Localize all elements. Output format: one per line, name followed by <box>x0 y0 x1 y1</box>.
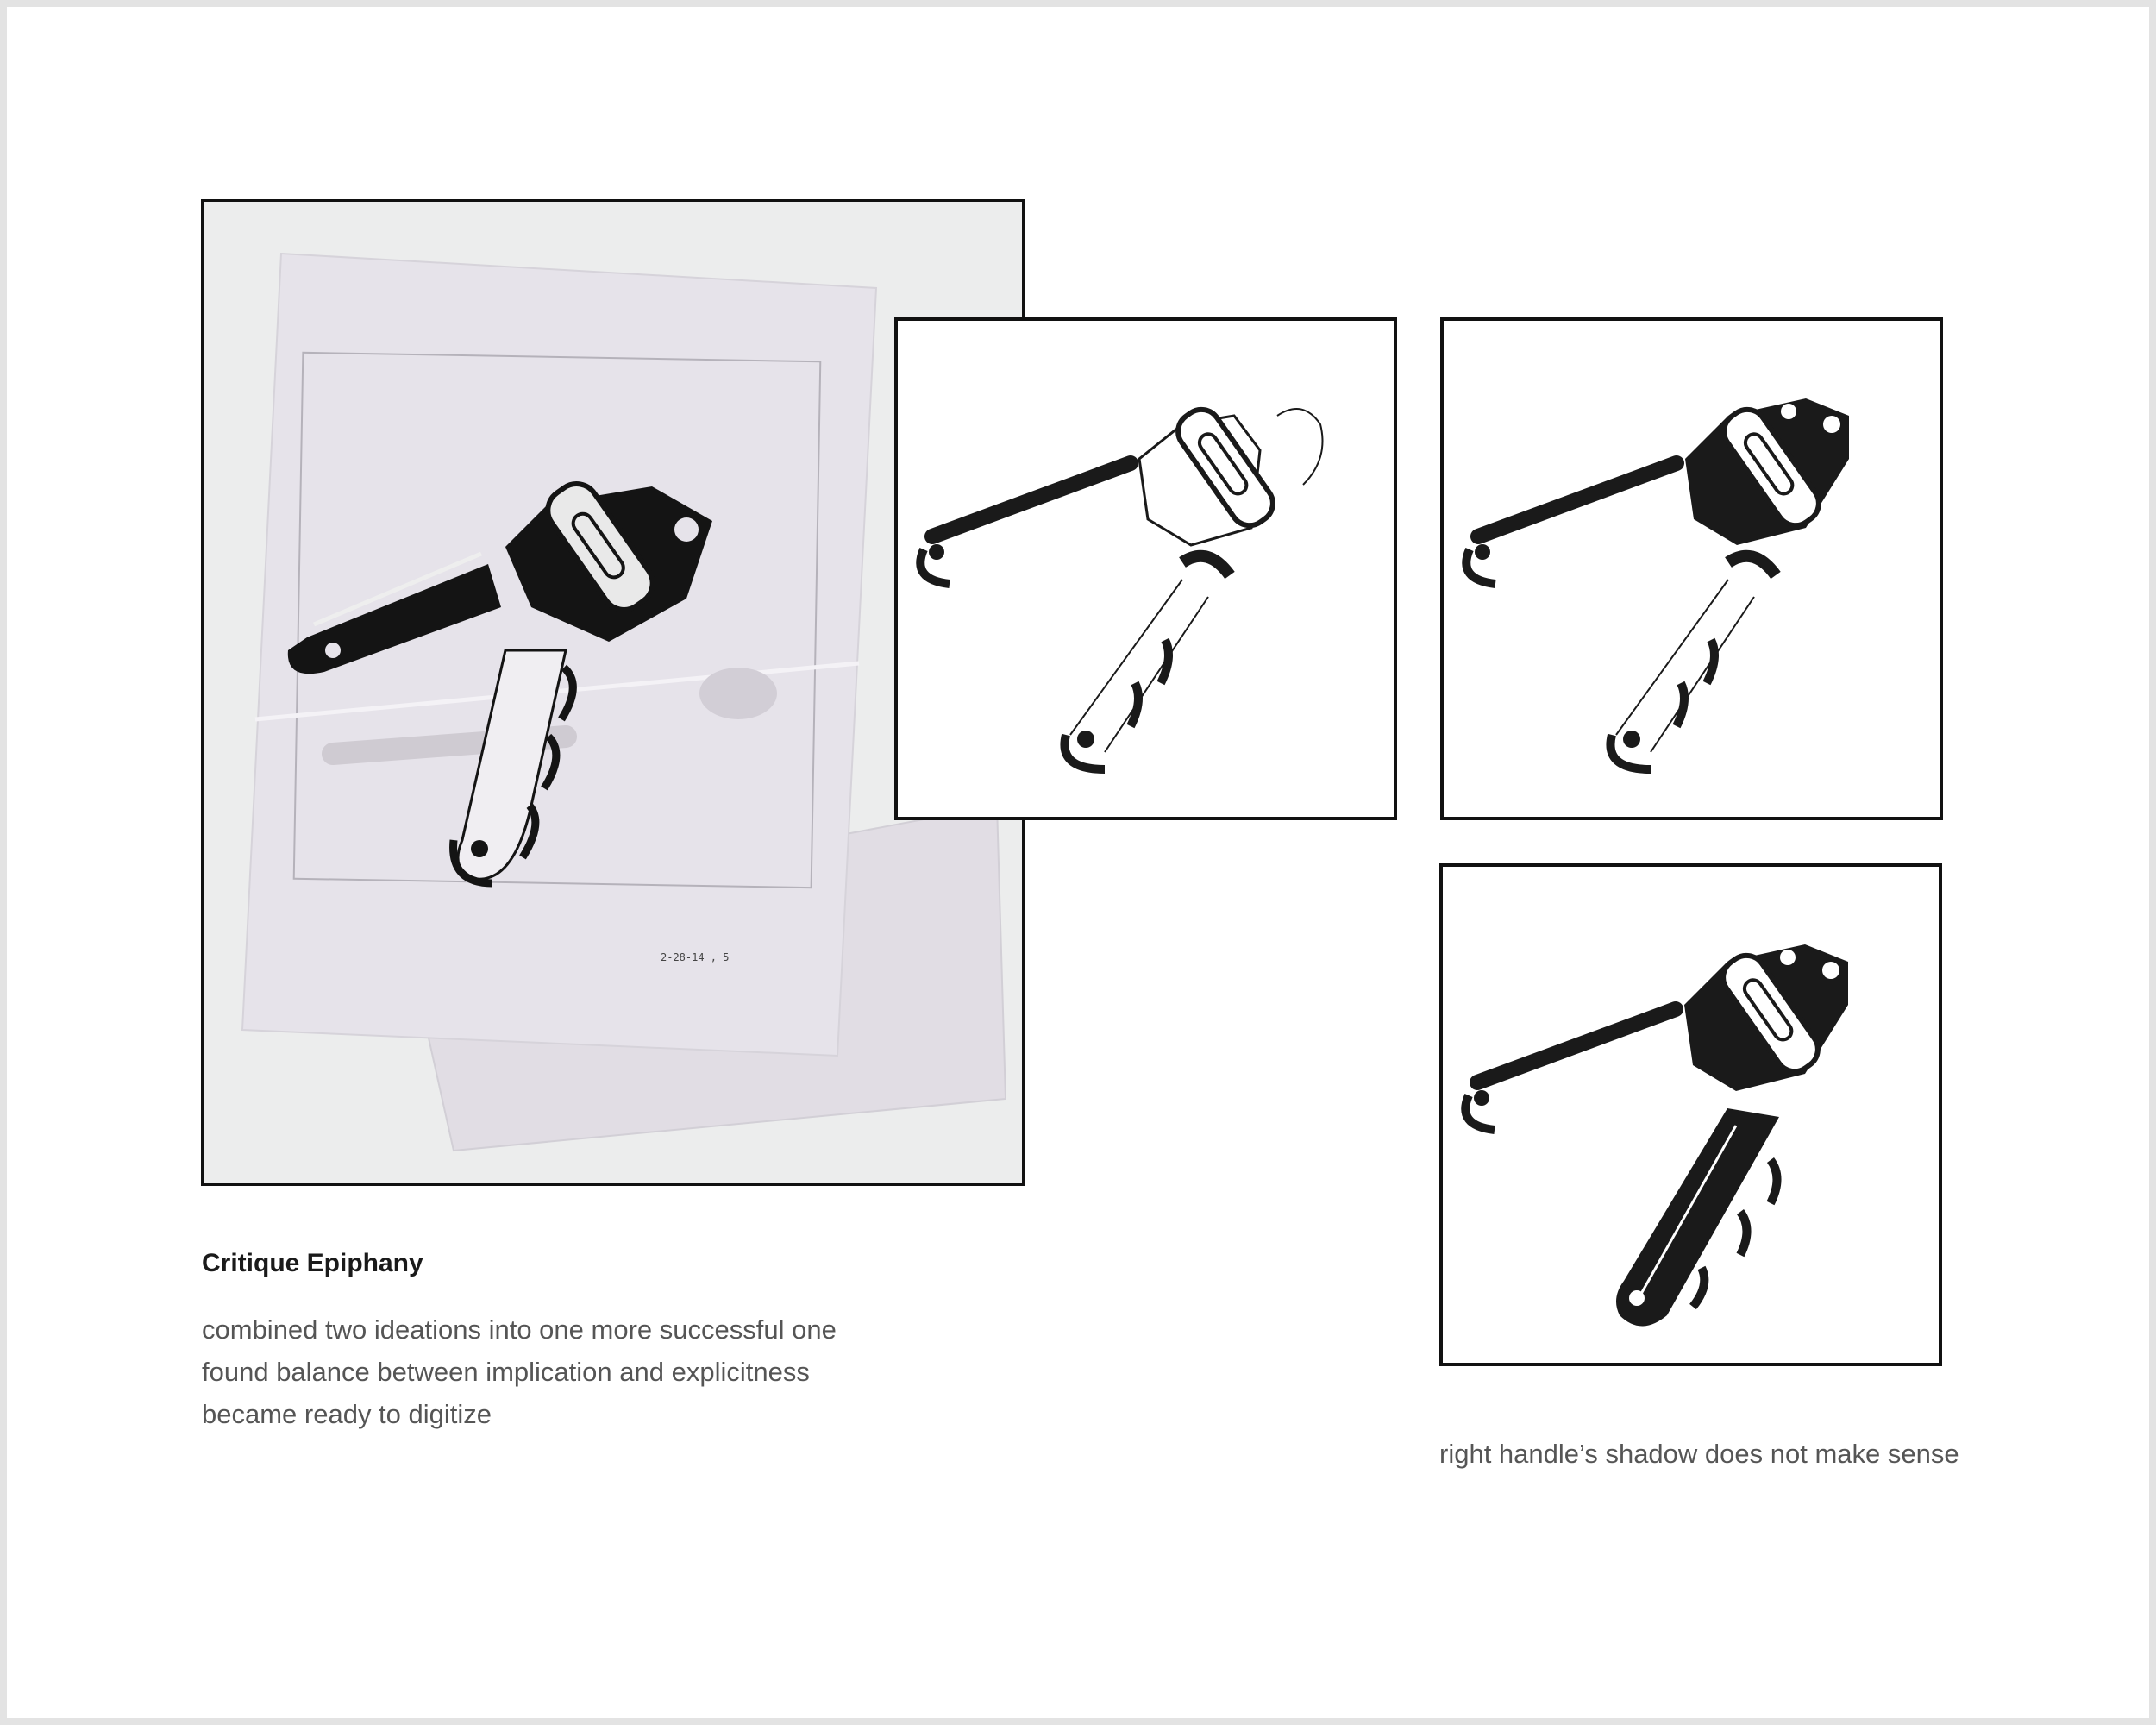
critique-title: Critique Epiphany <box>202 1249 423 1277</box>
svg-text:2-28-14 , 5: 2-28-14 , 5 <box>661 951 730 963</box>
critique-note: found balance between implication and explicitness <box>202 1357 810 1387</box>
critique-note: combined two ideations into one more successful one <box>202 1314 837 1345</box>
page-sheet <box>7 7 2149 1718</box>
can-opener-dark-head-illustration <box>1444 321 1940 817</box>
panel-caption: right handle’s shadow does not make sense <box>1439 1439 1959 1469</box>
critique-note: became ready to digitize <box>202 1399 492 1429</box>
ideation-panel-solid-handle <box>1439 863 1942 1366</box>
ideation-panel-dark-head <box>1440 317 1943 820</box>
ideation-panel-outline <box>894 317 1397 820</box>
can-opener-outline-illustration <box>898 321 1394 817</box>
can-opener-solid-handle-illustration <box>1443 867 1939 1363</box>
critique-notes <box>202 1308 837 1435</box>
